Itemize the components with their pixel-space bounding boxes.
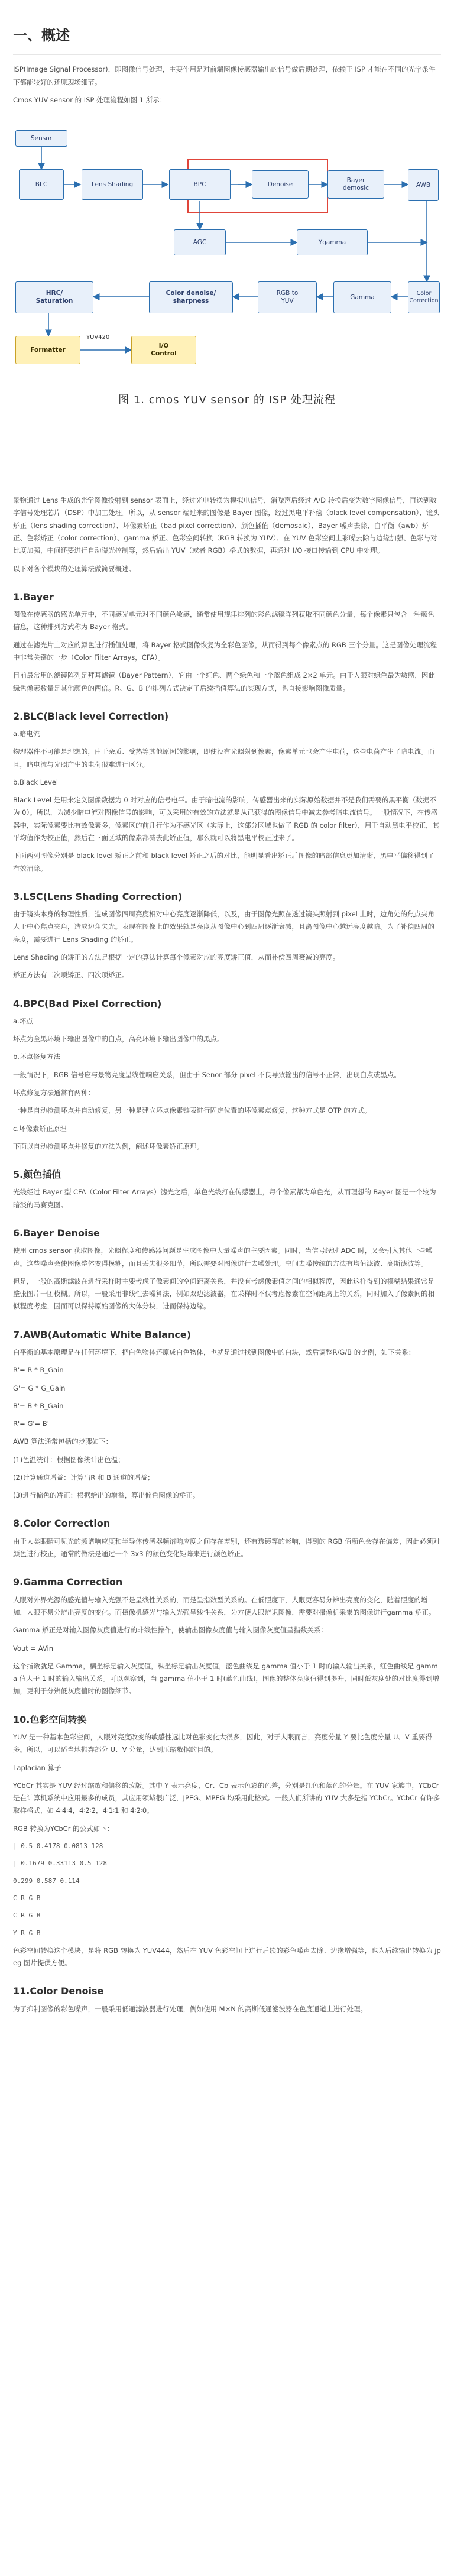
formula-line: 0.299 0.587 0.114 bbox=[13, 1877, 80, 1885]
section-heading: 11.Color Denoise bbox=[13, 1985, 104, 1997]
flow-paragraph: 景物通过 Lens 生成的光学图像投射到 sensor 表面上，经过光电转换为模拟电信号，消噪声后经过 A/D 转换后变为数字图像信号，再送到数字信号处理芯片（DSP）中加工处理。所以，从 sensor 端过来的图像是 Bayer 图像，经过黑电平补偿（black level compensation）、镜头矫正（lens shading correction）、坏像素矫正（bad pixel correction）、颜色插值（demosaic）、Bayer 噪声去除、白平衡（awb）矫正、色彩矫正（color correction）、gamma 矫正、色彩空间转换（RGB 转换为 YUV）、在 YUV 色彩空间上彩噪去除与边缘加强、色彩与对比度加强，中间还要进行自动曝光控制等，然后输出 YUV（或者 RGB）格式的数据，再通过 I/O 接口传输到 CPU 中处理。 bbox=[13, 496, 440, 555]
section-paragraph: 光线经过 Bayer 型 CFA（Color Filter Arrays）滤光之后，单色光线打在传感器上，每个像素都为单色光，从而理想的 Bayer 图是一个较为暗淡的马赛克图。 bbox=[13, 1188, 436, 1209]
block-sensor: Sensor bbox=[15, 130, 67, 147]
section-heading: 7.AWB(Automatic White Balance) bbox=[13, 1328, 192, 1340]
block-io-control: I/O Control bbox=[131, 336, 196, 364]
block-ygamma: Ygamma bbox=[297, 229, 368, 255]
section bbox=[13, 1517, 441, 1560]
section-paragraph: 图像在传感器的感光单元中，不同感光单元对不同颜色敏感，通常使用规律排列的彩色滤镜阵列获取不同颜色分量，每个像素只包含一种颜色信息，这种排列方式称为 Bayer 格式。 bbox=[13, 610, 434, 631]
intro-figure-reference: Cmos YUV sensor 的 ISP 处理流程如图 1 所示： bbox=[13, 95, 167, 104]
section-paragraph: a.暗电流 bbox=[13, 730, 40, 738]
section-paragraph: 使用 cmos sensor 获取图像，光照程度和传感器问题是生成图像中大量噪声的主要因素。同时，当信号经过 ADC 时，又会引入其他一些噪声。这些噪声会使图像整体变得模糊，而且丢失很多细节，所以需要对图像进行去噪处理。空间去噪传统的方法有均值滤波、高斯滤波等。 bbox=[13, 1246, 433, 1268]
section-paragraph: c.坏像素矫正原理 bbox=[13, 1124, 67, 1133]
section-paragraph: B'= B * B_Gain bbox=[13, 1401, 64, 1410]
block-lens-shading: Lens Shading bbox=[82, 169, 143, 200]
section-heading: 2.BLC(Black level Correction) bbox=[13, 710, 169, 722]
section-paragraph: 一种是自动检测坏点并自动修复，另一种是建立坏点像素链表进行固定位置的坏像素点修复，这种方式是 OTP 的方式。 bbox=[13, 1106, 371, 1115]
section-paragraph: Black Level 是用来定义图像数据为 0 时对应的信号电平。由于暗电流的影响，传感器出来的实际原始数据并不是我们需要的黑平衡（数据不为 0）。所以，为减少暗电流对图像信号的影响，可以采用的有效的方法就是从已获得的图像信号中减去参考暗电流信号。一般情况下，在传感器中，实际像素要比有效像素多，像素区的前几行作为不感光区（实际上，这部分区域也做了 RGB 的 color filter），用于自动黑电平校正，其平均值作为校正值，然后在下面区域的像素都减去此矫正值，那么就可以将黑电平校正过来了。 bbox=[13, 796, 440, 843]
section-paragraph: 物理器件不可能是理想的，由于杂质、受热等其他原因的影响，即使没有光照射到像素，像素单元也会产生电荷，这些电荷产生了暗电流。而且，暗电流与光照产生的电荷很难进行区分。 bbox=[13, 747, 434, 769]
yuv420-label: YUV420 bbox=[86, 334, 110, 341]
block-gamma: Gamma bbox=[333, 281, 391, 313]
block-color-denoise-sharpness: Color denoise/ sharpness bbox=[149, 281, 233, 313]
section-paragraph: Vout = AVin bbox=[13, 1644, 53, 1652]
section bbox=[13, 1985, 441, 2016]
section-paragraph: (1)色温统计：根据图像统计出色温； bbox=[13, 1455, 125, 1464]
formula-line: Y R G B bbox=[13, 1929, 41, 1937]
section-paragraph: 这个指数就是 Gamma，横坐标是输入灰度值，纵坐标是输出灰度值，蓝色曲线是 gamma 值小于 1 时的输入输出关系，红色曲线是 gamma 值大于 1 时的输入输出关系。可以观察到，当 gamma 值小于 1 时(蓝色曲线)，图像的整体亮度值得到提升，同时低灰度处的对比度得到增加，更利于分辨低灰度值时的图像细节。 bbox=[13, 1661, 440, 1696]
section bbox=[13, 591, 441, 695]
section-heading: 9.Gamma Correction bbox=[13, 1576, 123, 1588]
formula-line: C R G B bbox=[13, 1894, 41, 1902]
block-rgb-to-yuv: RGB to YUV bbox=[258, 281, 317, 313]
section-heading: 6.Bayer Denoise bbox=[13, 1227, 100, 1239]
section-paragraph: R'= R * R_Gain bbox=[13, 1366, 64, 1375]
section bbox=[13, 997, 441, 1153]
intro-paragraph: ISP(Image Signal Processor)，即图像信号处理，主要作用是对前端图像传感器输出的信号做后期处理，依赖于 ISP 才能在不同的光学条件下都能较好的还原现场细节。 bbox=[13, 65, 436, 86]
block-color-correction: Color Correction bbox=[408, 281, 440, 313]
block-bpc: BPC bbox=[169, 169, 231, 200]
block-agc: AGC bbox=[174, 229, 226, 255]
doc-title: 一、概述 bbox=[13, 27, 70, 44]
section-paragraph: 一般情况下，RGB 信号应与景物亮度呈线性响应关系，但由于 Senor 部分 pixel 不良导致输出的信号不正常，出现白点或黑点。 bbox=[13, 1070, 401, 1079]
section-paragraph: b.Black Level bbox=[13, 777, 59, 786]
section-heading: 8.Color Correction bbox=[13, 1518, 111, 1530]
section-paragraph: G'= G * G_Gain bbox=[13, 1383, 66, 1392]
section bbox=[13, 1227, 441, 1313]
section-paragraph: 白平衡的基本原理是在任何环境下，把白色物体还原成白色物体，也就是通过找到图像中的白块，然后调整R/G/B 的比例，如下关系： bbox=[13, 1348, 416, 1357]
section-paragraph: 但是，一般的高斯滤波在进行采样时主要考虑了像素间的空间距离关系，并没有考虑像素值之间的相似程度，因此这样得到的模糊结果通常是整张图片一团模糊。所以，一般采用非线性去噪算法，例如双边滤波器，在采样时不仅考虑像素在空间距离上的关系，同时加入了像素间的相似程度考虑，因而可以保持原始图像的大体分块，进而保持边缘。 bbox=[13, 1276, 434, 1311]
section-heading: 3.LSC(Lens Shading Correction) bbox=[13, 890, 183, 902]
block-bayer-demosaic: Bayer demosic bbox=[327, 170, 384, 199]
section-paragraph: b.坏点修复方法 bbox=[13, 1052, 60, 1061]
figure-caption: 图 1. cmos YUV sensor 的 ISP 处理流程 bbox=[118, 394, 336, 407]
section-paragraph: Lens Shading 的矫正的方法是根据一定的算法计算每个像素对应的亮度矫正值，从而补偿四周衰减的亮度。 bbox=[13, 953, 340, 961]
block-blc: BLC bbox=[19, 169, 64, 200]
section-paragraph: (2)计算通道增益：计算出R 和 B 通道的增益； bbox=[13, 1473, 154, 1482]
formula-line: | 0.1679 0.33113 0.5 128 bbox=[13, 1859, 107, 1868]
formula-line: C R G B bbox=[13, 1911, 41, 1920]
section bbox=[13, 1713, 441, 1970]
section-paragraph: YCbCr 其实是 YUV 经过缩放和偏移的改版。其中 Y 表示亮度，Cr、Cb 表示色彩的色差，分别是红色和蓝色的分量。在 YUV 家族中，YCbCr 是在计算机系统中应用最多的成员，其应用领域很广泛，JPEG、MPEG 均采用此格式。一般人们所讲的 YUV 大多是指 YCbCr。YCbCr 有许多取样格式，如 4∶4∶4，4∶2∶2，4∶1∶1 和 4∶2∶0。 bbox=[13, 1781, 440, 1815]
block-hrc-saturation: HRC/ Saturation bbox=[15, 281, 93, 313]
section-paragraph: 由于镜头本身的物理性质，造成图像四周亮度相对中心亮度逐渐降低，以及，由于图像光照在透过镜头照射到 pixel 上时，边角处的焦点夹角大于中心焦点夹角，造成边角失光。表现在图像上的效果就是亮度从图像中心到四周逐渐衰减，且离图像中心越远亮度越暗。为了补偿四周的亮度，需要进行 Lens Shading 的矫正。 bbox=[13, 910, 435, 944]
section-paragraph: AWB 算法通常包括的步骤如下： bbox=[13, 1437, 113, 1446]
section-paragraph: RGB 转换为YCbCr 的公式如下： bbox=[13, 1824, 114, 1833]
section-paragraph: R'= G'= B' bbox=[13, 1420, 49, 1428]
block-formatter: Formatter bbox=[15, 336, 80, 364]
block-denoise: Denoise bbox=[252, 170, 309, 199]
sections-container bbox=[13, 591, 441, 2016]
section-heading: 4.BPC(Bad Pixel Correction) bbox=[13, 997, 162, 1009]
section bbox=[13, 1576, 441, 1697]
section-paragraph: 下面两列图像分别是 black level 矫正之前和 black level 矫正之后的对比，能明显看出矫正后图像的暗部信息更加清晰，黑电平偏移得到了有效消除。 bbox=[13, 851, 434, 873]
section-paragraph: 坏点修复方法通常有两种： bbox=[13, 1088, 95, 1097]
section-paragraph: 色彩空间转换这个模块，是将 RGB 转换为 YUV444，然后在 YUV 色彩空间上进行后续的彩色噪声去除、边缘增强等，也为后续输出转换为 jpeg 图片提供方便。 bbox=[13, 1946, 441, 1968]
block-awb: AWB bbox=[408, 169, 439, 201]
section bbox=[13, 1328, 441, 1502]
section-paragraph: 目前最常用的滤镜阵列是拜耳滤镜（Bayer Pattern），它由一个红色、两个绿色和一个蓝色组成 2×2 单元。由于人眼对绿色最为敏感，因此绿色像素数量是其他颜色的两倍。R、G、B 的排列方式决定了后续插值算法的实现方式，也直接影响图像质量。 bbox=[13, 671, 435, 692]
section-paragraph: 矫正方法有二次项矫正、四次项矫正。 bbox=[13, 971, 129, 980]
section-paragraph: 为了抑制图像的彩色噪声，一般采用低通滤波器进行处理，例如使用 M×N 的高斯低通滤波器在色度通道上进行处理。 bbox=[13, 2004, 367, 2013]
section-paragraph: a.坏点 bbox=[13, 1016, 33, 1025]
formula-line: | 0.5 0.4178 0.0813 128 bbox=[13, 1842, 103, 1850]
flow-paragraph: 以下对各个模块的处理算法做简要概述。 bbox=[13, 564, 135, 573]
section-paragraph: YUV 是一种基本色彩空间，人眼对亮度改变的敏感性远比对色彩变化大很多，因此，对于人眼而言，亮度分量 Y 要比色度分量 U、V 重要得多。所以，可以适当地抛弃部分 U、V 分量，达到压缩数据的目的。 bbox=[13, 1733, 432, 1754]
section-paragraph: 由于人类眼睛可见光的频谱响应度和半导体传感器频谱响应度之间存在差别，还有透镜等的影响，得到的 RGB 值颜色会存在偏差，因此必须对颜色进行校正，通常的做法是通过一个 3x3 的颜色变化矩阵来进行颜色矫正。 bbox=[13, 1537, 440, 1558]
section-paragraph: 人眼对外界光源的感光值与输入光强不是呈线性关系的，而是呈指数型关系的。在低照度下，人眼更容易分辨出亮度的变化，随着照度的增加，人眼不易分辨出亮度的变化。而摄像机感光与输入光强呈线性关系，为方便人眼辨识图像，需要对摄像机采集的图像进行gamma 矫正。 bbox=[13, 1595, 436, 1617]
flow-description bbox=[13, 494, 441, 575]
section-paragraph: 通过在滤光片上对应的颜色进行插值处理，将 Bayer 格式图像恢复为全彩色图像，从而得到每个像素点的 RGB 三个分量。这是图像处理流程中非常关键的一步（Color Filter Arrays，CFA）。 bbox=[13, 640, 437, 662]
section-heading: 10.色彩空间转换 bbox=[13, 1713, 87, 1725]
section-paragraph: (3)进行偏色的矫正：根据给出的增益，算出偏色图像的矫正。 bbox=[13, 1491, 200, 1500]
section bbox=[13, 1168, 441, 1211]
section-paragraph: Laplacian 算子 bbox=[13, 1763, 61, 1772]
section-paragraph: 下面以自动检测坏点并修复的方法为例，阐述坏像素矫正原理。 bbox=[13, 1142, 203, 1151]
section bbox=[13, 710, 441, 875]
section-paragraph: 坏点为全黑环境下输出图像中的白点，高亮环境下输出图像中的黑点。 bbox=[13, 1035, 224, 1044]
isp-flow-diagram bbox=[13, 112, 441, 491]
section-heading: 1.Bayer bbox=[13, 591, 54, 602]
section-paragraph: Gamma 矫正是对输入图像灰度值进行的非线性操作，使输出图像灰度值与输入图像灰度值呈指数关系： bbox=[13, 1626, 328, 1635]
title-divider bbox=[13, 54, 441, 55]
section bbox=[13, 890, 441, 982]
section-heading: 5.颜色插值 bbox=[13, 1169, 61, 1181]
